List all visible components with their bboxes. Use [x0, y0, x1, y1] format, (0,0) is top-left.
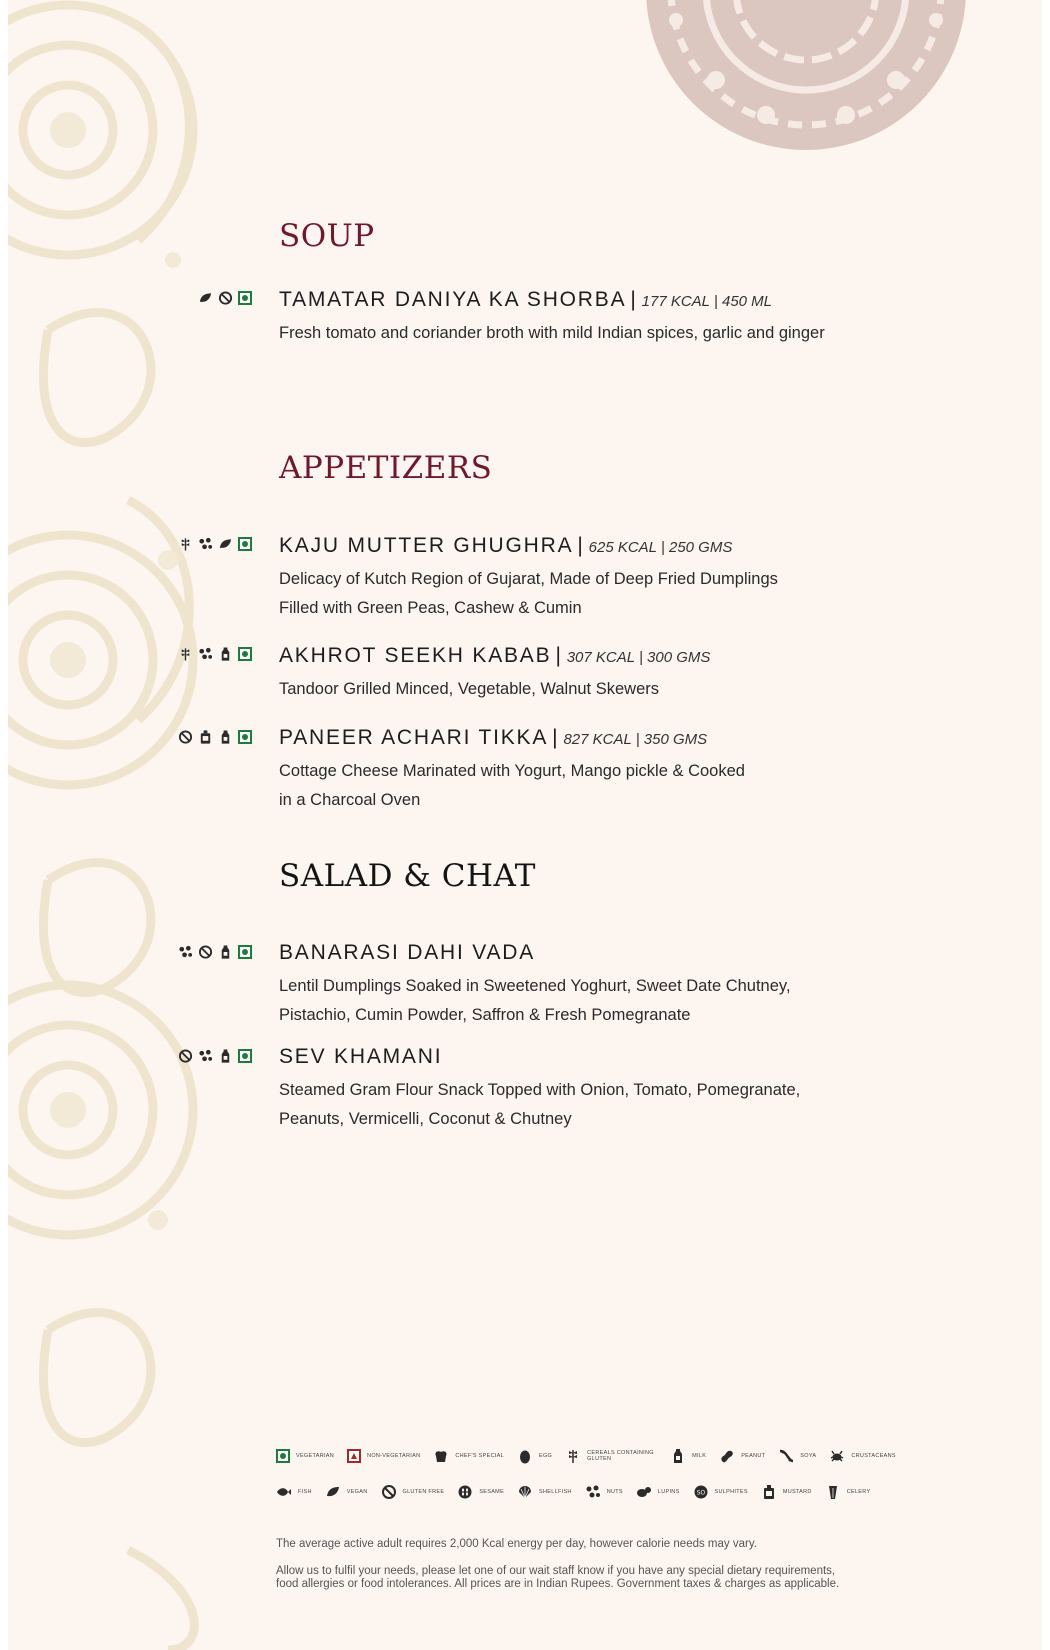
gluten-free-icon	[178, 1048, 193, 1064]
fish-icon	[276, 1484, 292, 1500]
legend-row-1	[276, 1448, 896, 1464]
milk-icon	[218, 646, 233, 662]
menu-item: PANEER ACHARI TIKKA | 827 KCAL | 350 GMS Cottage Cheese Marinated with Yogurt, Mango pickle & Cooked in a Charcoal Oven	[279, 726, 919, 815]
legend-item: CEREALS CONTAINING GLUTEN	[565, 1448, 657, 1464]
gluten-free-icon	[198, 944, 213, 960]
legend-item: MUSTARD	[761, 1484, 812, 1500]
dish-description: Steamed Gram Flour Snack Topped with Onion, Tomato, Pomegranate, Peanuts, Vermicelli, Coconut & Chutney	[279, 1081, 801, 1128]
menu-item: AKHROT SEEKH KABAB | 307 KCAL | 300 GMS Tandoor Grilled Minced, Vegetable, Walnut Skewers	[279, 644, 919, 704]
section-title-soup: SOUP	[279, 218, 375, 254]
vegetarian-icon	[238, 730, 252, 744]
allergen-icons	[178, 941, 252, 963]
nuts-icon	[198, 1048, 213, 1064]
calorie-note: The average active adult requires 2,000 Kcal energy per day, however calorie needs may vary.	[276, 1538, 757, 1550]
celery-icon	[825, 1484, 841, 1500]
non-vegetarian-icon	[347, 1449, 361, 1463]
vegan-icon	[218, 536, 233, 552]
milk-icon	[218, 1048, 233, 1064]
dish-kcal: 177 KCAL	[641, 293, 710, 310]
milk-icon	[670, 1448, 686, 1464]
section-title-appetizers: APPETIZERS	[279, 450, 493, 486]
legend-item: MILK	[670, 1448, 706, 1464]
menu-page	[8, 0, 1042, 1650]
dish-description: Fresh tomato and coriander broth with mild Indian spices, garlic and ginger	[279, 324, 825, 342]
dish-portion: 250 GMS	[668, 539, 733, 556]
menu-item: KAJU MUTTER GHUGHRA | 625 KCAL | 250 GMS Delicacy of Kutch Region of Gujarat, Made of Deep Fried Dumplings Filled with Green Peas, Cashew & Cumin	[279, 534, 919, 623]
dish-description: Lentil Dumplings Soaked in Sweetened Yoghurt, Sweet Date Chutney, Pistachio, Cumin Powder, Saffron & Fresh Pomegranate	[279, 977, 791, 1024]
vegetarian-icon	[238, 647, 252, 661]
nuts-icon	[198, 536, 213, 552]
legend-row-2	[276, 1484, 870, 1500]
milk-icon	[218, 944, 233, 960]
dish-name: TAMATAR DANIYA KA SHORBA	[279, 288, 627, 311]
egg-icon	[517, 1448, 533, 1464]
dish-name: KAJU MUTTER GHUGHRA	[279, 534, 574, 557]
mustard-icon	[761, 1484, 777, 1500]
nuts-icon	[585, 1484, 601, 1500]
legend-item: SOYA	[778, 1448, 816, 1464]
vegan-icon	[198, 290, 213, 306]
nuts-icon	[198, 646, 213, 662]
peanut-icon	[719, 1448, 735, 1464]
svg-text:SO: SO	[696, 1489, 705, 1497]
dish-kcal: 625 KCAL	[588, 539, 657, 556]
legend-item: CRUSTACEANS	[829, 1448, 895, 1464]
dish-kcal: 827 KCAL	[563, 731, 632, 748]
dish-description: Tandoor Grilled Minced, Vegetable, Walnut Skewers	[279, 680, 659, 698]
dish-portion: 450 ML	[721, 293, 773, 310]
allergen-icons	[198, 287, 252, 309]
cereals-gluten-icon	[565, 1448, 581, 1464]
shellfish-icon	[517, 1484, 533, 1500]
dish-name: SEV KHAMANI	[279, 1045, 443, 1068]
allergen-icons	[178, 726, 252, 748]
dish-kcal: 307 KCAL	[566, 649, 635, 666]
gluten-free-icon	[218, 290, 233, 306]
top-medallion-ornament	[636, 0, 976, 160]
legend-item: EGG	[517, 1448, 552, 1464]
soya-icon	[778, 1448, 794, 1464]
mustard-icon	[198, 729, 213, 745]
legend-item: NON-VEGETARIAN	[347, 1449, 420, 1463]
sulphites-icon	[693, 1484, 709, 1500]
menu-item	[279, 941, 919, 1030]
gluten-free-icon	[178, 729, 193, 745]
milk-icon	[218, 729, 233, 745]
legend-item: PEANUT	[719, 1448, 765, 1464]
dish-description: Delicacy of Kutch Region of Gujarat, Made of Deep Fried Dumplings Filled with Green Peas, Cashew & Cumin	[279, 570, 778, 617]
dietary-note-line-1: Allow us to fulfil your needs, please let one of our wait staff know if you have any special dietary requirements,	[276, 1565, 836, 1577]
legend-item: CHEF'S SPECIAL	[433, 1448, 504, 1464]
allergen-icons	[178, 533, 252, 555]
section-title-salad-chat: SALAD & CHAT	[279, 858, 536, 894]
cereals-gluten-icon	[178, 646, 193, 662]
cereals-gluten-icon	[178, 536, 193, 552]
legend-item: CELERY	[825, 1484, 871, 1500]
menu-item	[279, 1045, 919, 1134]
gluten-free-icon	[381, 1484, 397, 1500]
left-border-pattern	[8, 0, 218, 1650]
legend-item: FISH	[276, 1484, 312, 1500]
vegan-icon	[325, 1484, 341, 1500]
dish-portion: 300 GMS	[647, 649, 711, 666]
vegetarian-icon	[238, 537, 252, 551]
chefs-special-icon	[433, 1448, 449, 1464]
lupins-icon	[636, 1484, 652, 1500]
dish-name: AKHROT SEEKH KABAB	[279, 644, 552, 667]
legend-item: LUPINS	[636, 1484, 680, 1500]
vegetarian-icon	[238, 1049, 252, 1063]
legend-item: NUTS	[585, 1484, 623, 1500]
legend-item: GLUTEN FREE	[381, 1484, 445, 1500]
sesame-icon	[457, 1484, 473, 1500]
allergen-icons	[178, 643, 252, 665]
legend-item: VEGAN	[325, 1484, 368, 1500]
dietary-note-line-2: food allergies or food intolerances. All prices are in Indian Rupees. Government taxes & charges as applicable.	[276, 1578, 840, 1590]
vegetarian-icon	[238, 945, 252, 959]
legend-item: SESAME	[457, 1484, 504, 1500]
legend-item: SO SULPHITES	[693, 1484, 748, 1500]
dish-name: BANARASI DAHI VADA	[279, 941, 536, 964]
allergen-icons	[178, 1045, 252, 1067]
menu-item: TAMATAR DANIYA KA SHORBA | 177 KCAL | 450 ML Fresh tomato and coriander broth with mild Indian spices, garlic and ginger	[279, 288, 919, 348]
dish-description: Cottage Cheese Marinated with Yogurt, Mango pickle & Cooked in a Charcoal Oven	[279, 762, 745, 809]
dish-name: PANEER ACHARI TIKKA	[279, 726, 549, 749]
vegetarian-icon	[276, 1449, 290, 1463]
dish-portion: 350 GMS	[643, 731, 708, 748]
legend-item: VEGETARIAN	[276, 1449, 334, 1463]
nuts-icon	[178, 944, 193, 960]
vegetarian-icon	[238, 291, 252, 305]
legend-item: SHELLFISH	[517, 1484, 572, 1500]
crustaceans-icon	[829, 1448, 845, 1464]
